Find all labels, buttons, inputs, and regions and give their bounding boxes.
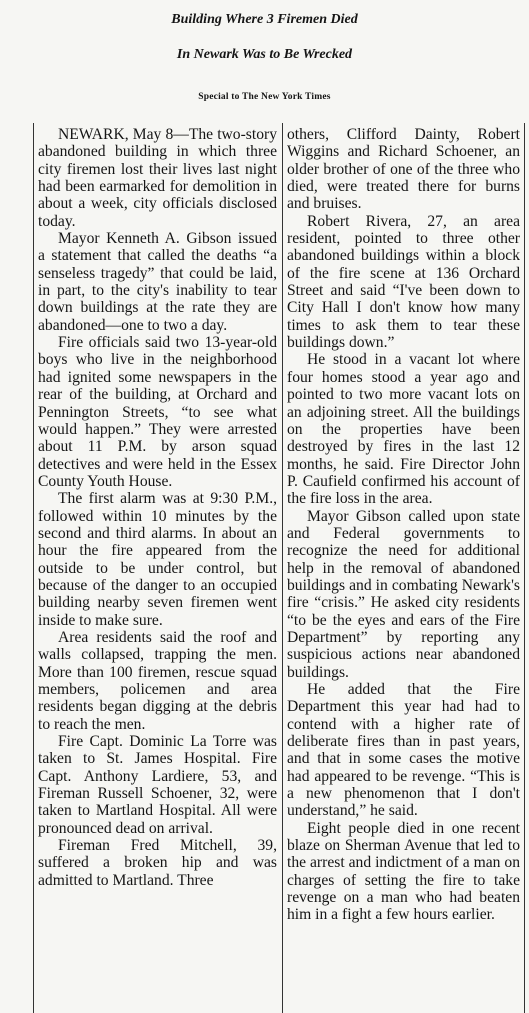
headline xyxy=(0,2,529,72)
headline-line-1: Building Where 3 Firemen Died xyxy=(171,12,358,27)
column-rule-middle xyxy=(282,123,283,1013)
left-column xyxy=(38,126,277,1013)
column-rule-left xyxy=(33,123,34,1013)
paragraph: He stood in a vacant lot where four homes stood a year ago and pointed to two more vacant lots on an adjoining street. All the buildings on the properties have been destroyed by fires in the last 12 months, he said. Fire Director John P. Caufield confirmed his account of the fire loss in the area. xyxy=(287,351,520,508)
paragraph: Robert Rivera, 27, an area resident, pointed to three other abandoned buildings within a block of the fire scene at 136 Orchard Street and said “I've been down to City Hall I don't know how many times to ask them to tear these buildings down.” xyxy=(287,212,520,352)
paragraph: Mayor Gibson called upon state and Federal governments to recognize the need for additional help in the removal of abandoned buildings and in combating Newark's fire “crisis.” He asked city residents “to be the eyes and ears of the Fire Department” by reporting any suspicious actions near abandoned buildings. xyxy=(287,507,520,681)
paragraph: The first alarm was at 9:30 P.M., followed within 10 minutes by the second and third alarms. In about an hour the fire appeared from the outside to be under control, but because of the danger to an occupied building nearby seven firemen went inside to make sure. xyxy=(38,490,277,629)
byline: Special to The New York Times xyxy=(198,92,331,102)
paragraph: Area residents said the roof and walls collapsed, trapping the men. More than 100 firemen, rescue squad members, policemen and area residents began digging at the debris to reach the men. xyxy=(38,628,277,733)
right-column xyxy=(287,126,520,1013)
paragraph: Fire Capt. Dominic La Torre was taken to St. James Hospital. Fire Capt. Anthony Lardiere, 53, and Fireman Russell Schoener, 32, were taken to Martland Hospital. All were pronounced dead on arrival. xyxy=(38,733,277,837)
paragraph: Fire officials said two 13-year-old boys who live in the neighborhood had ignited some newspapers in the rear of the building, at Orchard and Pennington Streets, “to see what would happen.” They were arrested about 11 P.M. by arson squad detectives and were held in the Essex County Youth House. xyxy=(38,334,277,490)
paragraph: Mayor Kenneth A. Gibson issued a statement that called the deaths “a senseless tragedy” that could be laid, in part, to the city's inability to tear down buildings at the rate they are abandoned—one to two a day. xyxy=(38,230,277,334)
paragraph: others, Clifford Dainty, Robert Wiggins and Richard Schoener, an older brother of one of the three who died, were treated there for burns and bruises. xyxy=(287,126,520,213)
headline-line-2: In Newark Was to Be Wrecked xyxy=(176,47,353,62)
paragraph: NEWARK, May 8—The two-story abandoned building in which three city firemen lost their lives last night had been earmarked for demolition in about a week, city officials disclosed today. xyxy=(38,126,277,230)
paragraph: Eight people died in one recent blaze on Sherman Avenue that led to the arrest and indictment of a man on charges of setting the fire to take revenge on a man who had beaten him in a fight a few hours earlier. xyxy=(287,819,520,924)
column-rule-right xyxy=(524,123,525,1013)
paragraph: He added that the Fire Department this year had had to contend with a higher rate of deliberate fires than in past years, and that in some cases the motive had appeared to be revenge. “This is a new phenomenon that I don't understand,” he said. xyxy=(287,681,520,820)
paragraph: Fireman Fred Mitchell, 39, suffered a broken hip and was admitted to Martland. Three xyxy=(38,837,277,889)
